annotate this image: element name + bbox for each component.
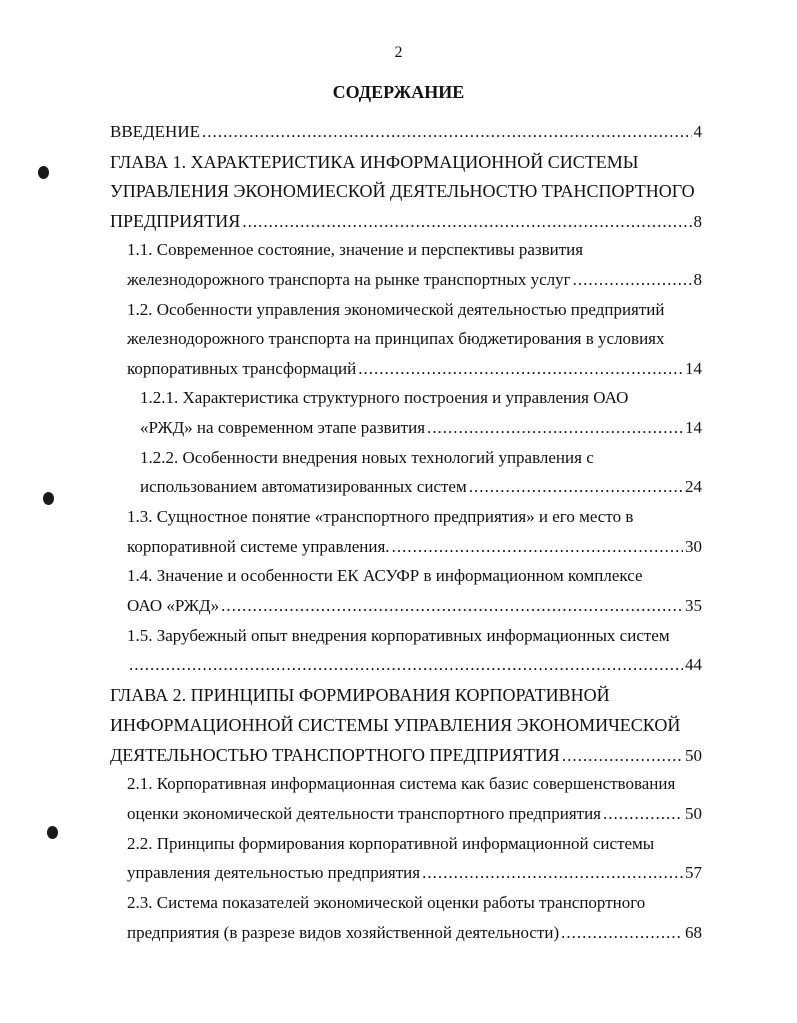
toc-entry-1-2-1-line-1[interactable] [140,386,628,410]
toc-entry-text: 2.1. Корпоративная информационная система как базис совершенствования [127,774,676,793]
toc-entry-text: корпоративных трансформаций [127,359,357,378]
toc-chapter-1-line-3[interactable] [110,209,702,233]
toc-entry-text: 1.2.2. Особенности внедрения новых технологий управления с [140,448,594,467]
toc-entry-1-5-line-2[interactable] [127,653,702,677]
page-number: 2 [394,44,403,61]
toc-entry-1-3-line-1[interactable] [127,505,633,529]
toc-leader-dots [427,416,683,440]
toc-leader-dots [221,594,683,618]
toc-page-number: 35 [685,596,702,615]
toc-page-number: 8 [693,270,702,289]
toc-entry-1-2-1-line-2[interactable] [140,416,702,440]
toc-entry-introduction[interactable] [110,120,702,144]
toc-entry-2-2-line-1[interactable] [127,832,654,856]
toc-chapter-1-line-1[interactable] [110,150,639,174]
toc-page-number: 57 [685,863,702,882]
toc-entry-1-2-line-3[interactable] [127,357,702,381]
toc-page-number: 8 [693,212,702,231]
toc-entry-text: ГЛАВА 2. ПРИНЦИПЫ ФОРМИРОВАНИЯ КОРПОРАТИВНОЙ [110,685,610,705]
toc-entry-text: 2.2. Принципы формирования корпоративной информационной системы [127,834,655,853]
toc-page-number: 50 [685,804,702,823]
toc-entry-text: 1.4. Значение и особенности ЕК АСУФР в информационном комплексе [127,566,643,585]
toc-entry-text: 2.3. Система показателей экономической оценки работы транспортного [127,893,646,912]
toc-entry-text: УПРАВЛЕНИЯ ЭКОНОМИЕСКОЙ ДЕЯТЕЛЬНОСТЮ ТРАНСПОРТНОГО [110,181,695,201]
toc-entry-text: оценки экономической деятельности транспортного предприятия [127,804,601,823]
toc-entry-text: ИНФОРМАЦИОННОЙ СИСТЕМЫ УПРАВЛЕНИЯ ЭКОНОМИЧЕСКОЙ [110,715,681,735]
toc-entry-2-3-line-2[interactable] [127,921,702,945]
toc-leader-dots [603,802,683,826]
toc-entry-text: 1.1. Современное состояние, значение и перспективы развития [127,240,584,259]
toc-chapter-2-line-3[interactable] [110,743,702,767]
toc-entry-1-1-line-2[interactable] [127,268,702,292]
toc-entry-text: ДЕЯТЕЛЬНОСТЬЮ ТРАНСПОРТНОГО ПРЕДПРИЯТИЯ [110,745,560,765]
toc-entry-text: корпоративной системе управления. [127,537,390,556]
toc-page-number: 30 [685,537,702,556]
toc-entry-text: 1.3. Сущностное понятие «транспортного предприятия» и его место в [127,507,634,526]
toc-leader-dots [422,861,683,885]
toc-leader-dots [129,653,683,677]
toc-entry-2-3-line-1[interactable] [127,891,645,915]
toc-entry-text: железнодорожного транспорта на принципах бюджетирования в условиях [127,329,665,348]
toc-leader-dots [573,268,692,292]
toc-entry-1-1-line-1[interactable] [127,238,583,262]
toc-entry-text: ГЛАВА 1. ХАРАКТЕРИСТИКА ИНФОРМАЦИОННОЙ СИСТЕМЫ [110,152,639,172]
toc-entry-text: 1.2. Особенности управления экономической деятельностью предприятий [127,300,665,319]
toc-entry-text: ОАО «РЖД» [127,596,220,615]
toc-entry-text: 1.5. Зарубежный опыт внедрения корпоративных информационных систем [127,626,670,645]
toc-page-number: 14 [685,418,702,437]
toc-title: СОДЕРЖАНИЕ [332,82,465,102]
toc-entry-text: железнодорожного транспорта на рынке транспортных услуг [127,270,571,289]
toc-entry-text: ПРЕДПРИЯТИЯ [110,211,241,231]
toc-entry-1-3-line-2[interactable] [127,535,702,559]
toc-leader-dots [392,535,683,559]
toc-leader-dots [469,475,683,499]
toc-page-number: 4 [693,122,702,141]
toc-leader-dots [202,120,692,144]
toc-page-number: 50 [685,746,702,765]
toc-entry-text: «РЖД» на современном этапе развития [140,418,426,437]
toc-page-number: 68 [685,923,702,942]
toc-leader-dots [242,210,691,234]
toc-entry-2-1-line-2[interactable] [127,802,702,826]
toc-entry-1-4-line-2[interactable] [127,594,702,618]
toc-entry-1-2-2-line-2[interactable] [140,475,702,499]
toc-chapter-1-line-2[interactable] [110,179,695,203]
toc-entry-text: предприятия (в разрезе видов хозяйственной деятельности) [127,923,560,942]
toc-entry-1-2-2-line-1[interactable] [140,446,594,470]
toc-leader-dots [561,921,683,945]
toc-entry-1-4-line-1[interactable] [127,564,643,588]
toc-entry-1-2-line-1[interactable] [127,298,664,322]
toc-entry-text: 1.2.1. Характеристика структурного построения и управления ОАО [140,388,629,407]
toc-entry-text: управления деятельностью предприятия [127,863,421,882]
toc-entry-1-2-line-2[interactable] [127,327,665,351]
toc-leader-dots [358,357,683,381]
toc-chapter-2-line-1[interactable] [110,683,610,707]
toc-page-number: 24 [685,477,702,496]
toc-entry-text: использованием автоматизированных систем [140,477,467,496]
toc-page-number: 44 [685,655,702,674]
toc-leader-dots [562,744,683,768]
toc-entry-2-2-line-2[interactable] [127,861,702,885]
toc-entry-1-5-line-1[interactable] [127,624,670,648]
toc-entry-2-1-line-1[interactable] [127,772,675,796]
toc-entry-text: ВВЕДЕНИЕ [110,122,200,141]
toc-page-number: 14 [685,359,702,378]
toc-chapter-2-line-2[interactable] [110,713,680,737]
